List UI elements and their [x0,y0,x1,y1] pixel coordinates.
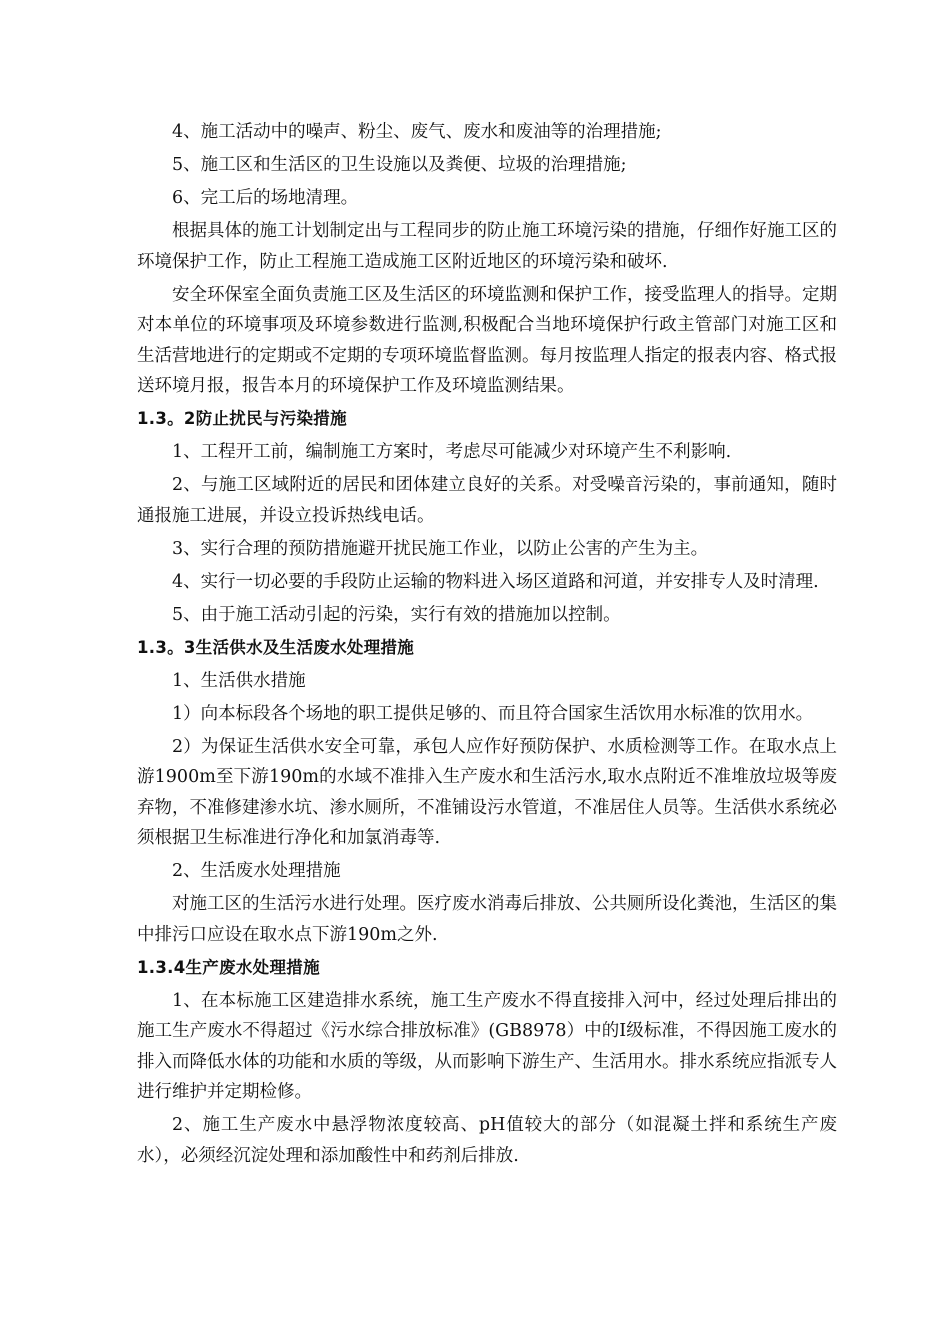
paragraph: 6、完工后的场地清理。 [172,188,359,208]
paragraph: 4、施工活动中的噪声、粉尘、废气、废水和废油等的治理措施; [172,122,662,142]
paragraph: 2、施工生产废水中悬浮物浓度较高、pH值较大的部分（如混凝土拌和系统生产废水），必须经沉淀处理和添加酸性中和药剂后排放. [137,1115,837,1166]
paragraph: 3、实行合理的预防措施避开扰民施工作业，以防止公害的产生为主。 [172,538,709,559]
paragraph: 安全环保室全面负责施工区及生活区的环境监测和保护工作，接受监理人的指导。定期对本单位的环境事项及环境参数进行监测,积极配合当地环境保护行政主管部门对施工区和生活营地进行的定期或不定期的专项环境监督监测。每月按监理人指定的报表内容、格式报送环境月报，报告本月的环境保护工作及环境监测结果。 [137,284,837,396]
paragraph: 对施工区的生活污水进行处理。医疗废水消毒后排放、公共厕所设化粪池，生活区的集中排污口应设在取水点下游190m之外. [137,894,837,945]
section-heading: 1.3。3生活供水及生活废水处理措施 [137,637,415,657]
paragraph: 5、施工区和生活区的卫生设施以及粪便、垃圾的治理措施; [172,155,627,175]
paragraph: 2、生活废水处理措施 [172,861,341,881]
paragraph: 1、在本标施工区建造排水系统，施工生产废水不得直接排入河中，经过处理后排出的施工生产废水不得超过《污水综合排放标准》(GB8978）中的Ⅰ级标准，不得因施工废水的排入而降低水体的功能和水质的等级，从而影响下游生产、生活用水。排水系统应指派专人进行维护并定期检修。 [137,990,837,1102]
paragraph: 4、实行一切必要的手段防止运输的物料进入场区道路和河道，并安排专人及时清理. [172,571,819,592]
paragraph: 2）为保证生活供水安全可靠，承包人应作好预防保护、水质检测等工作。在取水点上游1900m至下游190m的水域不准排入生产废水和生活污水,取水点附近不准堆放垃圾等废弃物，不准修建渗水坑、渗水厕所，不准铺设污水管道，不准居住人员等。生活供水系统必须根据卫生标准进行净化和加氯消毒等. [137,736,837,848]
paragraph: 1、生活供水措施 [172,670,306,691]
paragraph: 2、与施工区域附近的居民和团体建立良好的关系。对受噪音污染的，事前通知，随时通报施工进展，并设立投诉热线电话。 [137,475,837,526]
paragraph: 1）向本标段各个场地的职工提供足够的、而且符合国家生活饮用水标准的饮用水。 [172,703,814,724]
paragraph: 5、由于施工活动引起的污染，实行有效的措施加以控制。 [172,604,621,625]
paragraph: 根据具体的施工计划制定出与工程同步的防止施工环境污染的措施，仔细作好施工区的环境保护工作，防止工程施工造成施工区附近地区的环境污染和破坏. [137,221,837,272]
section-heading: 1.3。2防止扰民与污染措施 [137,409,347,428]
paragraph: 1、工程开工前，编制施工方案时，考虑尽可能减少对环境产生不利影响. [172,442,732,462]
document-body [137,117,837,1174]
section-heading: 1.3.4生产废水处理措施 [137,957,320,977]
